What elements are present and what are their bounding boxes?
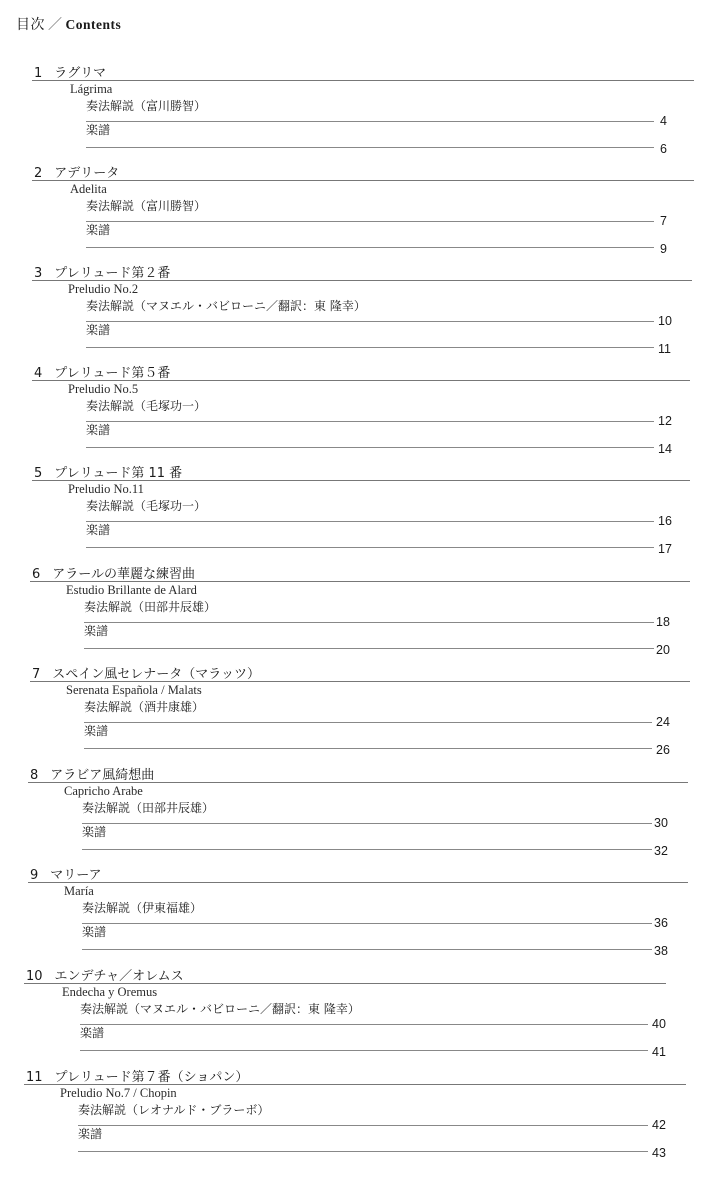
page-title (16, 14, 121, 34)
commentary-link[interactable] (86, 99, 667, 128)
page-number: 18 (656, 615, 670, 629)
score-link[interactable] (78, 1127, 666, 1160)
entry-number: 8 (30, 768, 39, 783)
score-label: 楽譜 (82, 825, 107, 839)
page-number: 30 (654, 816, 668, 830)
entry-subtitle: Preludio No.11 (68, 482, 144, 496)
entry-heading (30, 864, 102, 882)
commentary-link[interactable] (86, 399, 672, 428)
page-number: 17 (658, 542, 672, 556)
commentary-link[interactable] (84, 700, 670, 729)
entry-title: エンデチャ／オレムス (54, 969, 184, 984)
entry-subtitle: Estudio Brillante de Alard (66, 583, 197, 597)
score-link[interactable] (86, 423, 672, 456)
page-number: 40 (652, 1017, 666, 1031)
score-label: 楽譜 (86, 123, 111, 137)
entry-title: アデリータ (54, 166, 120, 181)
score-label: 楽譜 (84, 624, 109, 638)
title-separator: ／ (48, 17, 63, 33)
entry-heading (26, 965, 184, 983)
leader-rule (86, 121, 654, 122)
score-label: 楽譜 (86, 423, 111, 437)
entry-title: プレリュード第７番（ショパン） (54, 1070, 249, 1085)
entry-heading (34, 62, 106, 80)
score-link[interactable] (84, 624, 670, 657)
heading-rule (30, 681, 690, 682)
heading-rule (28, 782, 688, 783)
toc-entry (0, 362, 723, 462)
score-link[interactable] (86, 523, 672, 556)
entry-subtitle: Capricho Arabe (64, 784, 143, 798)
page-number: 38 (654, 944, 668, 958)
commentary-link[interactable] (80, 1002, 666, 1031)
leader-rule (78, 1125, 648, 1126)
leader-rule (86, 247, 654, 248)
page-number: 36 (654, 916, 668, 930)
entry-number: 4 (34, 366, 43, 381)
score-label: 楽譜 (86, 223, 111, 237)
score-label: 楽譜 (78, 1127, 103, 1141)
heading-rule (24, 983, 666, 984)
heading-rule (32, 480, 690, 481)
toc-entry (0, 162, 723, 262)
score-label: 楽譜 (84, 724, 109, 738)
entry-heading (32, 563, 195, 581)
score-link[interactable] (84, 724, 670, 757)
entry-subtitle: Adelita (70, 182, 107, 196)
commentary-label: 奏法解説（毛塚功一） (86, 499, 207, 513)
entry-heading (34, 262, 170, 280)
leader-rule (84, 722, 652, 723)
leader-rule (86, 421, 654, 422)
toc-entry (0, 764, 723, 864)
entry-subtitle: Endecha y Oremus (62, 985, 158, 999)
entry-number: 1 (34, 66, 43, 81)
commentary-label: 奏法解説（富川勝智） (86, 99, 207, 113)
commentary-label: 奏法解説（伊東福雄） (82, 901, 203, 915)
page-number: 12 (658, 414, 672, 428)
entry-number: 6 (32, 567, 41, 582)
entry-subtitle: Preludio No.2 (68, 282, 139, 296)
commentary-label: 奏法解説（マヌエル・バビローニ／翻訳：東 隆幸） (80, 1002, 360, 1016)
heading-rule (32, 180, 694, 181)
commentary-label: 奏法解説（酒井康雄） (84, 700, 205, 714)
entry-heading (34, 162, 119, 180)
heading-rule (28, 882, 688, 883)
entry-title: プレリュード第５番 (54, 366, 171, 381)
entry-title: アラビア風綺想曲 (50, 768, 155, 783)
page-number: 16 (658, 514, 672, 528)
score-link[interactable] (86, 123, 667, 156)
score-link[interactable] (82, 825, 668, 858)
entry-subtitle: Preludio No.5 (68, 382, 139, 396)
heading-rule (30, 581, 690, 582)
toc-entry (0, 462, 723, 562)
commentary-label: 奏法解説（毛塚功一） (86, 399, 207, 413)
entry-number: 10 (26, 969, 43, 984)
commentary-link[interactable] (86, 199, 667, 228)
commentary-link[interactable] (84, 600, 670, 629)
commentary-label: 奏法解説（富川勝智） (86, 199, 207, 213)
entry-heading (26, 1066, 248, 1084)
leader-rule (82, 949, 652, 950)
score-label: 楽譜 (80, 1026, 105, 1040)
entry-subtitle: Preludio No.7 / Chopin (60, 1086, 177, 1100)
page-number: 10 (658, 314, 672, 328)
page-number: 4 (660, 114, 667, 128)
commentary-link[interactable] (78, 1103, 666, 1132)
leader-rule (82, 823, 652, 824)
toc-entry (0, 1066, 723, 1166)
leader-rule (78, 1151, 648, 1152)
leader-rule (80, 1024, 648, 1025)
page-number: 7 (660, 214, 667, 228)
leader-rule (82, 923, 652, 924)
toc-entry (0, 663, 723, 763)
entry-number: 3 (34, 266, 43, 281)
score-label: 楽譜 (86, 323, 111, 337)
score-link[interactable] (80, 1026, 666, 1059)
entry-title: プレリュード第 11 番 (54, 466, 183, 481)
entry-title: アラールの華麗な練習曲 (52, 567, 196, 582)
page-title-ja: 目次 (16, 17, 45, 33)
entry-subtitle: Serenata Española / Malats (66, 683, 202, 697)
score-label: 楽譜 (82, 925, 107, 939)
commentary-link[interactable] (82, 901, 668, 930)
commentary-label: 奏法解説（田部井辰雄） (84, 600, 217, 614)
leader-rule (86, 147, 654, 148)
entry-number: 2 (34, 166, 43, 181)
score-link[interactable] (86, 323, 671, 356)
entry-subtitle: Lágrima (70, 82, 113, 96)
entry-subtitle: María (64, 884, 94, 898)
entry-number: 5 (34, 466, 43, 481)
page-number: 6 (660, 142, 667, 156)
page-number: 9 (660, 242, 667, 256)
page-number: 11 (658, 342, 671, 356)
toc-entry (0, 262, 723, 362)
leader-rule (84, 622, 654, 623)
toc-entry (0, 965, 723, 1065)
toc-entry (0, 62, 723, 162)
page-number: 41 (652, 1045, 666, 1059)
leader-rule (82, 849, 652, 850)
page-number: 14 (658, 442, 672, 456)
page-number: 20 (656, 643, 670, 657)
entry-heading (34, 462, 182, 480)
entry-number: 7 (32, 667, 41, 682)
score-link[interactable] (86, 223, 667, 256)
page-number: 26 (656, 743, 670, 757)
entry-title: プレリュード第２番 (54, 266, 171, 281)
leader-rule (86, 221, 654, 222)
toc-entry (0, 864, 723, 964)
entry-title: マリーア (50, 868, 102, 883)
leader-rule (84, 748, 652, 749)
score-label: 楽譜 (86, 523, 111, 537)
heading-rule (24, 1084, 686, 1085)
heading-rule (32, 80, 694, 81)
leader-rule (86, 321, 654, 322)
commentary-link[interactable] (82, 801, 668, 830)
leader-rule (86, 547, 654, 548)
page-number: 24 (656, 715, 670, 729)
page-title-en: Contents (65, 17, 122, 32)
heading-rule (32, 280, 692, 281)
leader-rule (86, 447, 654, 448)
leader-rule (80, 1050, 648, 1051)
entry-title: ラグリマ (54, 66, 107, 81)
heading-rule (32, 380, 690, 381)
leader-rule (84, 648, 654, 649)
entry-number: 9 (30, 868, 39, 883)
entry-title: スペイン風セレナータ（マラッツ） (52, 667, 261, 682)
commentary-label: 奏法解説（田部井辰雄） (82, 801, 215, 815)
leader-rule (86, 347, 654, 348)
toc-entry (0, 563, 723, 663)
leader-rule (86, 521, 654, 522)
commentary-link[interactable] (86, 299, 672, 328)
entry-heading (30, 764, 154, 782)
commentary-link[interactable] (86, 499, 672, 528)
commentary-label: 奏法解説（レオナルド・ブラーボ） (78, 1103, 270, 1117)
entry-heading (34, 362, 170, 380)
entry-number: 11 (26, 1070, 43, 1085)
page-number: 42 (652, 1118, 666, 1132)
score-link[interactable] (82, 925, 668, 958)
page-number: 32 (654, 844, 668, 858)
commentary-label: 奏法解説（マヌエル・バビローニ／翻訳：東 隆幸） (86, 299, 366, 313)
entry-heading (32, 663, 260, 681)
page-number: 43 (652, 1146, 666, 1160)
